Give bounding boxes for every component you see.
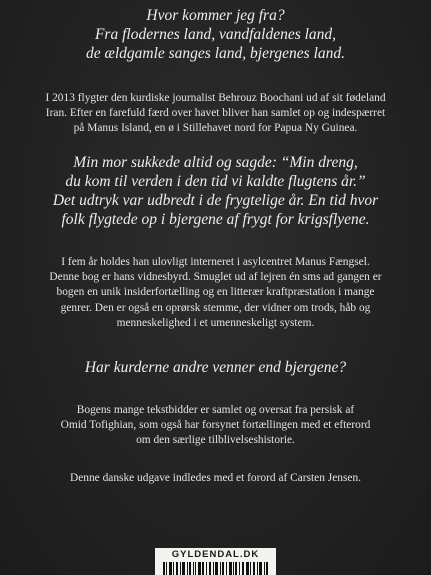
quote-line: du kom til verden i den tid vi kaldte flugtens år.” <box>65 173 366 190</box>
paragraph-foreword <box>0 471 431 486</box>
barcode-icon <box>163 562 268 575</box>
quote-kurds <box>0 358 431 377</box>
paragraph-translation <box>0 403 431 449</box>
quote-line: Det udtryk var udbredt i de frygtelige år. En tid hvor <box>52 192 379 209</box>
poem-line: Fra flodernes land, vandfaldenes land, <box>94 26 337 43</box>
poem-line: de ældgamle sanges land, bjergenes land. <box>85 45 346 62</box>
text-line: menneskelighed i et umenneskeligt system. <box>116 316 315 329</box>
text-line: I 2013 flygter den kurdiske journalist Behrouz Boochani ud af sit fødeland <box>45 92 386 104</box>
text-line: Denne bog er hans vidnesbyrd. Smuglet ud af lejren én sms ad gangen er <box>49 271 382 284</box>
text-line: Iran. Efter en farefuld færd over havet bliver han samlet op og indespærret <box>45 107 386 120</box>
text-line: om den særlige tilblivelseshistorie. <box>136 434 295 447</box>
barcode-label <box>155 548 276 575</box>
poem-line: Hvor kommer jeg fra? <box>146 7 285 24</box>
paragraph-testimony <box>0 255 431 331</box>
text-line: på Manus Island, en ø i Stillehavet nord for Papua Ny Guinea. <box>73 122 358 135</box>
text-line: Denne danske udgave indledes med et forord af Carsten Jensen. <box>70 472 361 484</box>
text-line: Bogens mange tekstbidder er samlet og oversat fra persisk af <box>76 404 355 416</box>
quote-line: Har kurderne andre venner end bjergene? <box>84 359 347 376</box>
text-line: genrer. Den er også en oprørsk stemme, der vidner om trods, håb og <box>60 301 371 314</box>
text-line: I fem år holdes han ulovligt interneret i asylcentret Manus Fængsel. <box>61 256 370 268</box>
paragraph-intro <box>0 91 431 137</box>
quote-line: folk flygtede op i bjergene af frygt for krigsflyene. <box>61 211 370 228</box>
quote-line: Min mor sukkede altid og sagde: “Min dreng, <box>73 154 358 171</box>
quote-mother <box>0 153 431 229</box>
publisher-name: GYLDENDAL.DK <box>171 549 260 560</box>
text-line: bogen en unik insiderfortælling og en litterær kraftpræstation i mange <box>56 286 375 299</box>
text-line: Omid Tofighian, som også har forsynet fortællingen med et efterord <box>60 419 371 432</box>
intro-poem <box>0 6 431 63</box>
